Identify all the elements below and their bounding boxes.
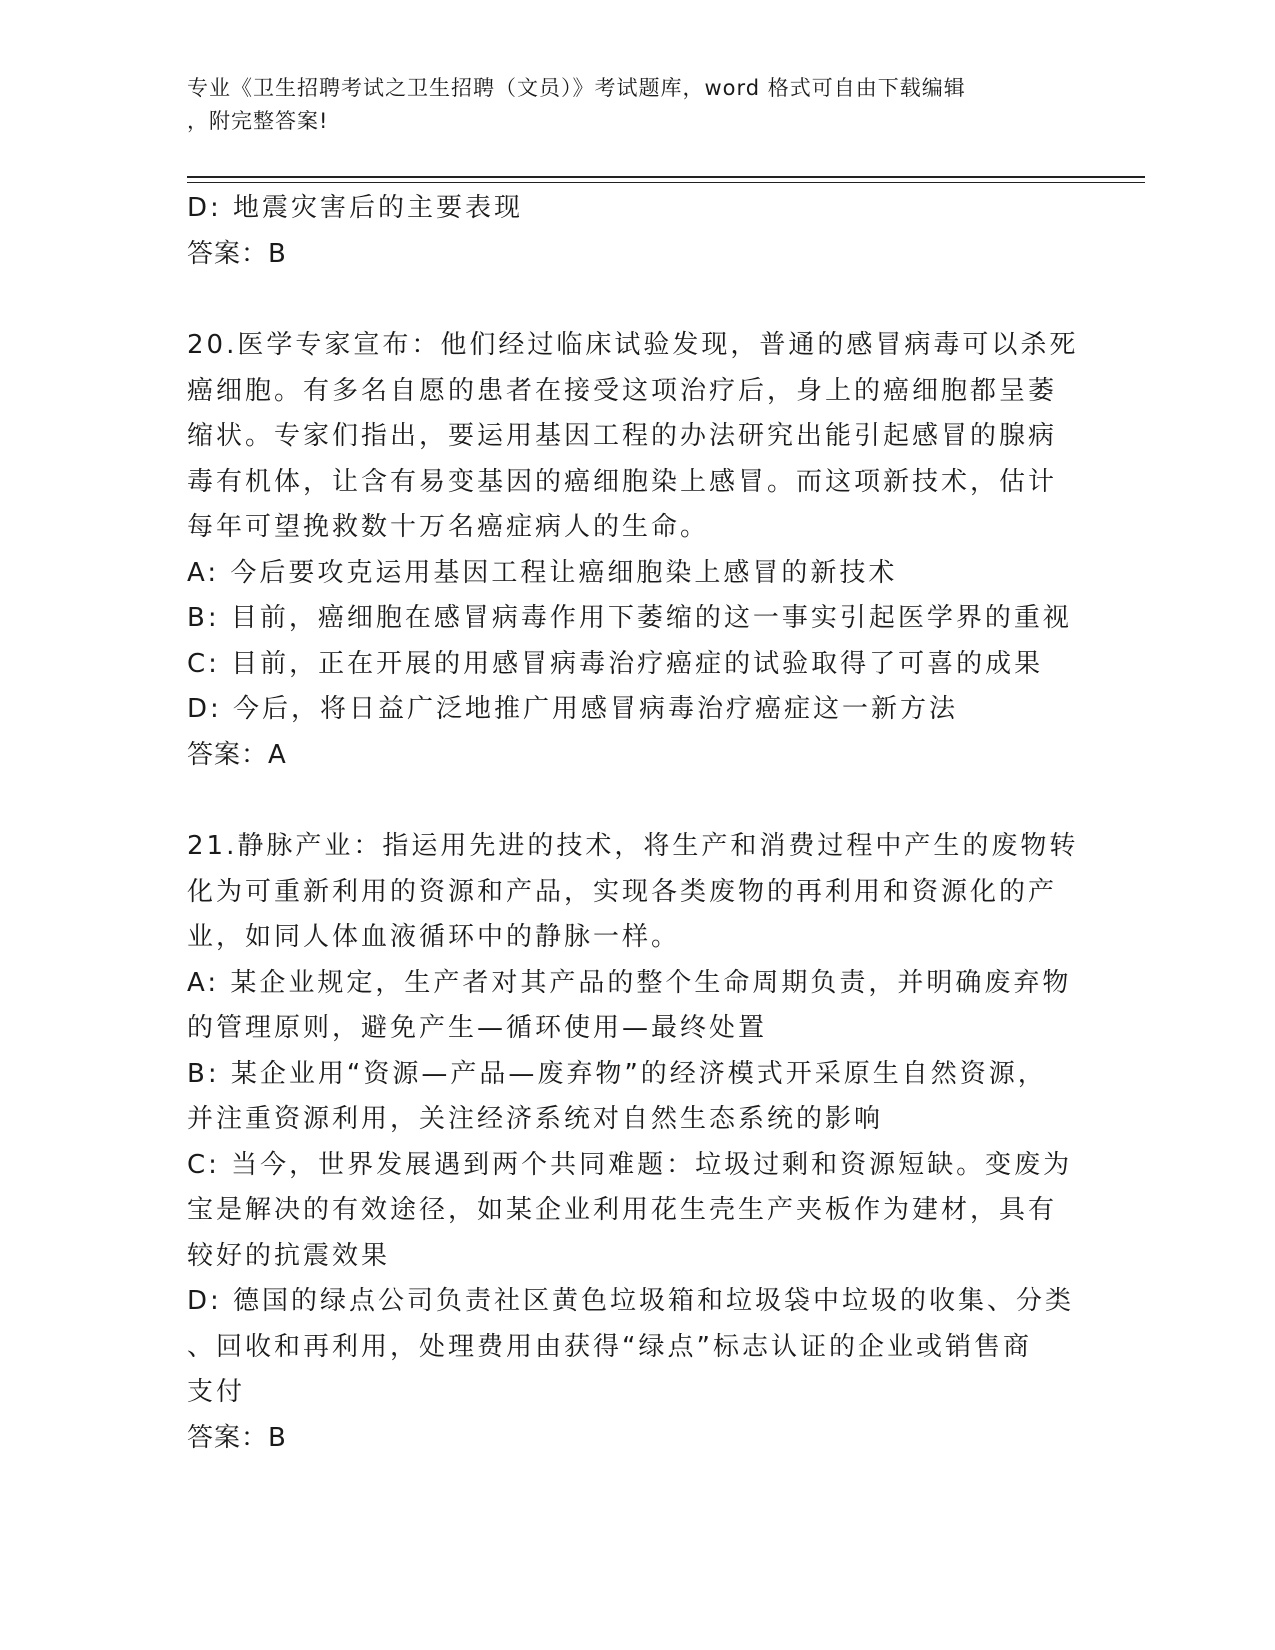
question-21-option-d-line: 支付 [187,1377,246,1407]
question-21-option-d-line: D: 德国的绿点公司负责社区黄色垃圾箱和垃圾袋中垃圾的收集、分类 [187,1286,1075,1316]
question-20-option-c: C: 目前，正在开展的用感冒病毒治疗癌症的试验取得了可喜的成果 [187,648,1044,679]
question-20-stem-line: 癌细胞。有多名自愿的患者在接受这项治疗后，身上的癌细胞都呈萎 [187,375,1058,406]
question-21-option-b-line: 并注重资源利用，关注经济系统对自然生态系统的影响 [187,1104,884,1134]
question-21-option-a-line: A: 某企业规定，生产者对其产品的整个生命周期负责，并明确废弃物 [187,967,1072,998]
question-21 [187,824,1087,1461]
spacer [187,277,1087,323]
question-20 [187,323,1087,778]
question-20-stem-line: 20.医学专家宣布：他们经过临床试验发现，普通的感冒病毒可以杀死 [187,330,1079,360]
header-divider-thin [187,182,1145,183]
question-20-option-d: D: 今后，将日益广泛地推广用感冒病毒治疗癌症这一新方法 [187,694,959,724]
question-20-option-a: A: 今后要攻克运用基因工程让癌细胞染上感冒的新技术 [187,557,898,588]
document-body [187,186,1087,1461]
question-21-option-c-line: C: 当今，世界发展遇到两个共同难题：垃圾过剩和资源短缺。变废为 [187,1149,1073,1180]
question-20-stem-line: 每年可望挽救数十万名癌症病人的生命。 [187,512,710,542]
header-line-2: ，附完整答案! [187,109,329,133]
question-21-option-c-line: 较好的抗震效果 [187,1240,391,1271]
question-20-stem-line: 毒有机体，让含有易变基因的癌细胞染上感冒。而这项新技术，估计 [187,466,1058,497]
question-20-option-b: B: 目前，癌细胞在感冒病毒作用下萎缩的这一事实引起医学界的重视 [187,603,1072,633]
spacer [187,778,1087,824]
question-21-stem-line: 业，如同人体血液循环中的静脉一样。 [187,922,681,952]
question-21-option-a-line: 的管理原则，避免产生—循环使用—最终处置 [187,1013,768,1043]
question-21-option-b-line: B: 某企业用“资源—产品—废弃物”的经济模式开采原生自然资源， [187,1058,1047,1089]
previous-question-answer: 答案：B [187,238,287,269]
question-20-stem-line: 缩状。专家们指出，要运用基因工程的办法研究出能引起感冒的腺病 [187,421,1058,451]
question-21-option-c-line: 宝是解决的有效途径，如某企业利用花生壳生产夹板作为建材，具有 [187,1195,1058,1225]
question-21-stem-line: 化为可重新利用的资源和产品，实现各类废物的再利用和资源化的产 [187,876,1058,907]
question-21-stem-line: 21.静脉产业：指运用先进的技术，将生产和消费过程中产生的废物转 [187,831,1079,861]
previous-question-option-d: D: 地震灾害后的主要表现 [187,193,524,223]
page-header [187,72,1087,138]
question-21-option-d-line: 、回收和再利用，处理费用由获得“绿点”标志认证的企业或销售商 [187,1331,1032,1362]
header-line-1: 专业《卫生招聘考试之卫生招聘（文员）》考试题库，word 格式可自由下载编辑 [187,76,966,100]
question-21-answer: 答案：B [187,1422,287,1453]
header-divider-thick [187,176,1145,178]
question-20-answer: 答案：A [187,739,287,770]
